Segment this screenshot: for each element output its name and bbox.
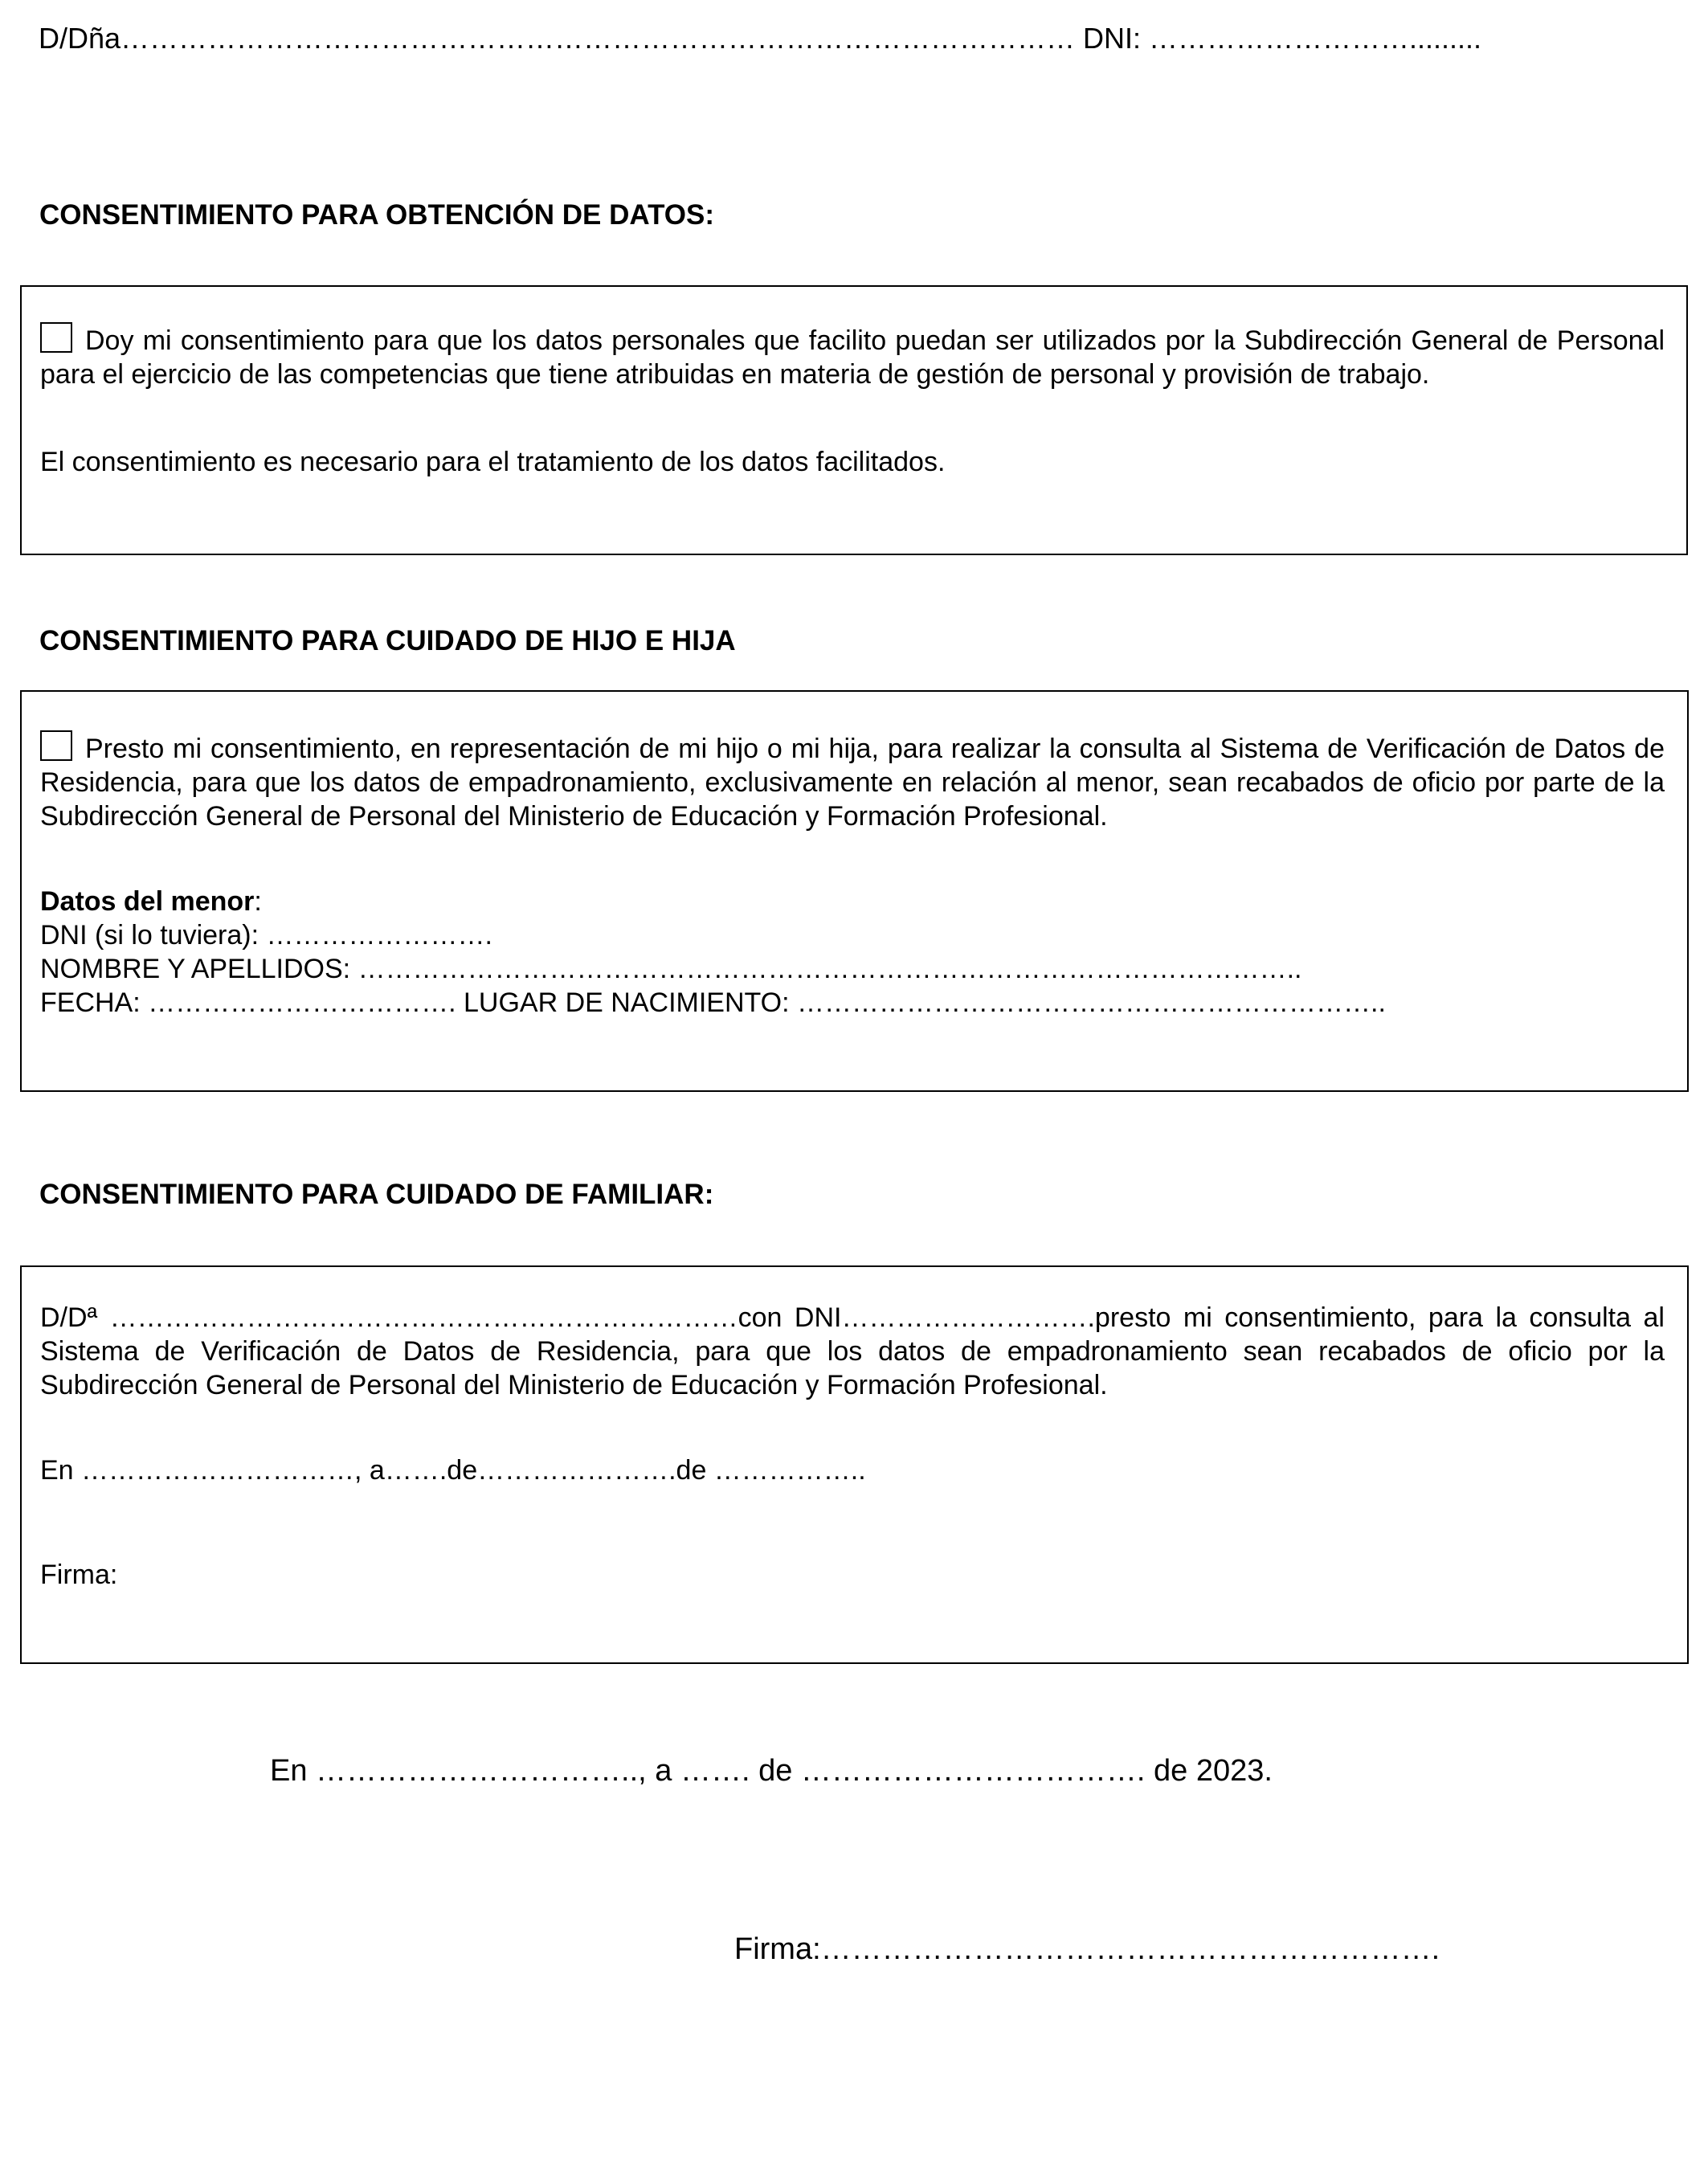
child-care-box: [20, 690, 1689, 1092]
section-title-family-care: CONSENTIMIENTO PARA CUIDADO DE FAMILIAR:: [39, 1179, 714, 1210]
minor-date-place-field[interactable]: FECHA: ……………………………. LUGAR DE NACIMIENTO: ………………………………………………………..: [40, 987, 1386, 1018]
child-consent-paragraph: [40, 730, 1665, 833]
section-title-data-consent: CONSENTIMIENTO PARA OBTENCIÓN DE DATOS:: [39, 199, 715, 231]
minor-data-block: [40, 885, 1386, 1020]
minor-data-heading: Datos del menor: [40, 886, 255, 917]
data-consent-box: [20, 285, 1688, 555]
family-care-box: [20, 1265, 1689, 1664]
footer-place-date-line[interactable]: En ………………………….., a ……. de ……………………………. de 2023.: [270, 1754, 1273, 1788]
minor-dni-field[interactable]: DNI (si lo tuviera): …………………….: [40, 920, 492, 951]
data-consent-paragraph: [40, 322, 1665, 391]
footer-signature-line[interactable]: Firma:…………………………………………………….: [734, 1932, 1440, 1966]
family-signature-label: Firma:: [40, 1560, 118, 1590]
minor-heading-colon: :: [254, 886, 262, 917]
header-name-dni-line: D/Dña……………………………………………………………………………………… DNI: ……………………….........: [39, 22, 1482, 55]
family-place-date-line[interactable]: En …………………………, a…….de………………….de ……………..: [40, 1455, 866, 1486]
section-title-child-care: CONSENTIMIENTO PARA CUIDADO DE HIJO E HIJA: [39, 625, 736, 656]
data-consent-note: El consentimiento es necesario para el tratamiento de los datos facilitados.: [40, 447, 946, 477]
data-consent-checkbox[interactable]: [40, 322, 72, 353]
child-consent-checkbox[interactable]: [40, 730, 72, 761]
child-consent-text: Presto mi consentimiento, en representación de mi hijo o mi hija, para realizar la consulta al Sistema de Verificación de Datos de Residencia, para que los datos de empadronamiento, exclusivamente en relación al menor, sean recabados de oficio por parte de la Subdirección General de Personal del Ministerio de Educación y Formación Profesional.: [40, 734, 1665, 832]
data-consent-text: Doy mi consentimiento para que los datos personales que facilito puedan ser utilizados por la Subdirección General de Personal para el ejercicio de las competencias que tiene atribuidas en materia de gestión de personal y provisión de trabajo.: [40, 325, 1665, 390]
minor-name-field[interactable]: NOMBRE Y APELLIDOS: …………………………………………………………………………………………..: [40, 954, 1302, 984]
family-consent-text: D/Dª ……………………………………………………………con DNI……………………….presto mi consentimiento, para la consulta al Sistema de Verificación de Datos de Residencia, para que los datos de empadronamiento sean recabados de oficio por la Subdirección General de Personal del Ministerio de Educación y Formación Profesional.: [40, 1302, 1665, 1400]
